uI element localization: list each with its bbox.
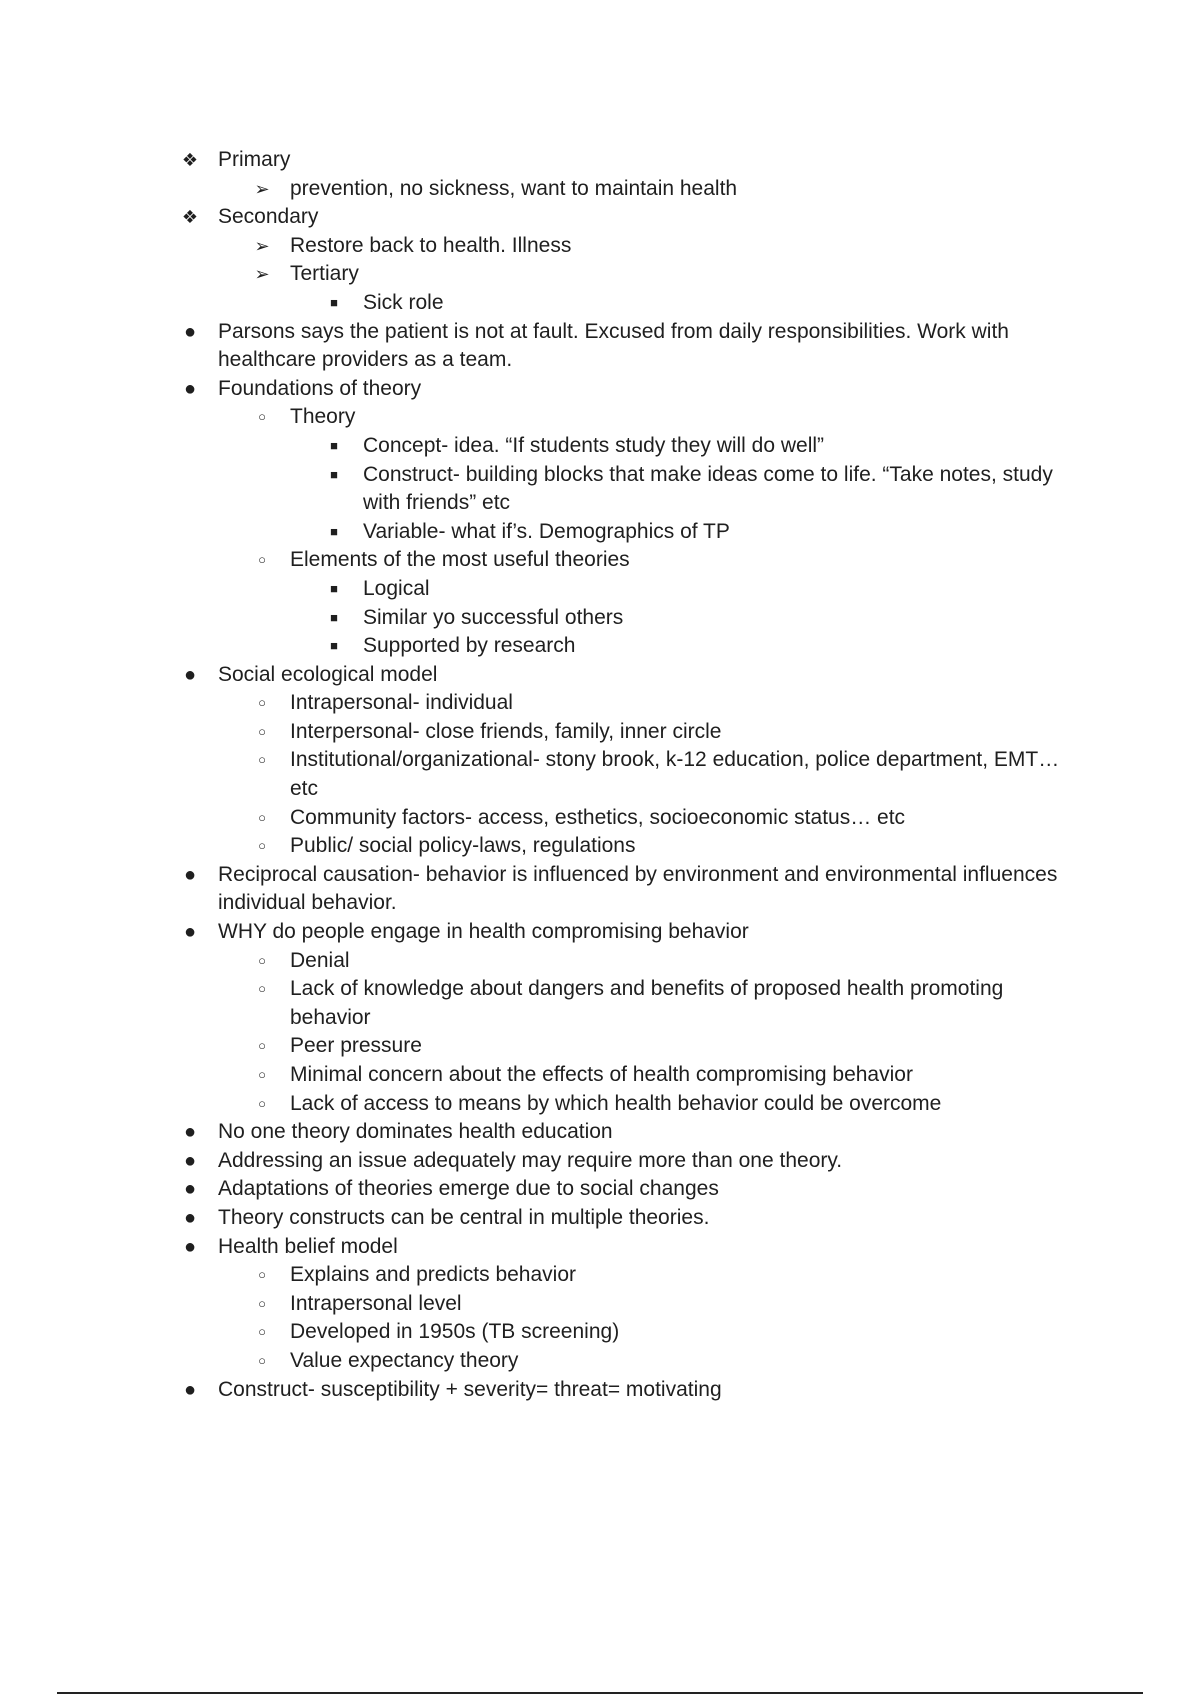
- list-item: [0, 1318, 1060, 1347]
- list-item: [0, 203, 1058, 232]
- list-item-text: Lack of knowledge about dangers and benefits of proposed health promoting behavior: [290, 977, 1004, 1029]
- list-item-text: Variable- what if’s. Demographics of TP: [363, 519, 730, 543]
- list-item: [0, 1261, 1060, 1290]
- square-bullet-icon: ■: [330, 609, 338, 625]
- list-item-text: Interpersonal- close friends, family, inner circle: [290, 719, 722, 743]
- list-item-text: Denial: [290, 948, 350, 972]
- circle-bullet-icon: ○: [258, 981, 266, 997]
- dot-bullet-icon: ●: [183, 377, 197, 400]
- list-item: [0, 232, 1060, 261]
- dot-bullet-icon: ●: [183, 1121, 197, 1144]
- diamond-bullet-icon: ❖: [181, 150, 199, 170]
- list-item-text: Addressing an issue adequately may require more than one theory.: [218, 1148, 843, 1172]
- arrow-bullet-icon: ➢: [254, 178, 270, 199]
- list-item-text: Intrapersonal- individual: [290, 691, 513, 715]
- circle-bullet-icon: ○: [258, 552, 266, 568]
- list-item: [0, 804, 1060, 833]
- circle-bullet-icon: ○: [258, 1352, 266, 1368]
- list-item: [0, 604, 1053, 633]
- list-item-text: Developed in 1950s (TB screening): [290, 1320, 620, 1344]
- circle-bullet-icon: ○: [258, 1038, 266, 1054]
- square-bullet-icon: ■: [330, 523, 338, 539]
- list-item: [0, 1147, 1058, 1176]
- list-item: [0, 832, 1060, 861]
- list-item: [0, 947, 1060, 976]
- list-item: [0, 575, 1053, 604]
- list-item-text: Construct- susceptibility + severity= threat= motivating: [218, 1377, 722, 1401]
- dot-bullet-icon: ●: [183, 1378, 197, 1401]
- list-item: [0, 461, 1053, 518]
- circle-bullet-icon: ○: [258, 1295, 266, 1311]
- list-item-text: Intrapersonal level: [290, 1291, 462, 1315]
- list-item: [0, 689, 1060, 718]
- circle-bullet-icon: ○: [258, 1095, 266, 1111]
- list-item: [0, 1090, 1060, 1119]
- list-item-text: Foundations of theory: [218, 376, 422, 400]
- circle-bullet-icon: ○: [258, 838, 266, 854]
- list-item: [0, 1032, 1060, 1061]
- list-item-text: Sick role: [363, 290, 444, 314]
- circle-bullet-icon: ○: [258, 1067, 266, 1082]
- list-item: [0, 146, 1058, 175]
- list-item-text: Secondary: [218, 205, 319, 229]
- square-bullet-icon: ■: [330, 638, 338, 654]
- list-item-text: Similar yo successful others: [363, 605, 624, 629]
- list-item-text: Concept- idea. “If students study they will do well”: [363, 433, 825, 457]
- list-item: [0, 1118, 1058, 1147]
- list-item: [0, 1204, 1058, 1233]
- circle-bullet-icon: ○: [258, 752, 266, 768]
- circle-bullet-icon: ○: [258, 723, 266, 739]
- list-item: [0, 718, 1060, 747]
- diamond-bullet-icon: ❖: [181, 207, 199, 228]
- circle-bullet-icon: ○: [258, 409, 266, 425]
- list-item: [0, 746, 1060, 803]
- list-item: [0, 1175, 1058, 1204]
- dot-bullet-icon: ●: [183, 921, 197, 944]
- list-item-text: Reciprocal causation- behavior is influenced by environment and environmental influences individual behavior.: [218, 862, 1058, 915]
- list-item: [0, 375, 1058, 404]
- circle-bullet-icon: ○: [258, 809, 266, 825]
- list-item-text: Theory: [290, 405, 356, 429]
- list-item-text: WHY do people engage in health compromising behavior: [218, 920, 749, 944]
- list-item-text: Construct- building blocks that make ideas come to life. “Take notes, study with friends” etc: [363, 462, 1053, 515]
- list-item-text: Health belief model: [218, 1234, 398, 1258]
- list-item-text: Tertiary: [290, 262, 359, 286]
- list-item: [0, 975, 1060, 1032]
- list-item: [0, 518, 1053, 547]
- dot-bullet-icon: ●: [183, 863, 197, 886]
- list-item: [0, 1290, 1060, 1319]
- list-item: [0, 318, 1058, 375]
- dot-bullet-icon: ●: [183, 1149, 197, 1172]
- list-item: [0, 546, 1060, 575]
- list-item-text: Theory constructs can be central in multiple theories.: [218, 1205, 710, 1229]
- list-item: [0, 861, 1058, 918]
- list-item: [0, 632, 1053, 661]
- list-item-text: No one theory dominates health education: [218, 1120, 613, 1144]
- list-item-text: Community factors- access, esthetics, socioeconomic status… etc: [290, 805, 906, 829]
- page-bottom-rule: [57, 1692, 1143, 1694]
- list-item-text: Minimal concern about the effects of health compromising behavior: [290, 1063, 913, 1086]
- dot-bullet-icon: ●: [183, 320, 197, 343]
- circle-bullet-icon: ○: [258, 1324, 266, 1340]
- list-item: [0, 403, 1060, 432]
- square-bullet-icon: ■: [330, 294, 338, 310]
- circle-bullet-icon: ○: [258, 952, 266, 968]
- list-item-text: Elements of the most useful theories: [290, 548, 630, 572]
- arrow-bullet-icon: ➢: [254, 235, 270, 256]
- dot-bullet-icon: ●: [183, 1178, 197, 1201]
- square-bullet-icon: ■: [330, 466, 338, 482]
- circle-bullet-icon: ○: [258, 695, 266, 711]
- dot-bullet-icon: ●: [183, 663, 197, 686]
- list-item: [0, 260, 1060, 289]
- list-item-text: prevention, no sickness, want to maintain health: [290, 176, 738, 200]
- arrow-bullet-icon: ➢: [254, 264, 270, 285]
- list-item-text: Lack of access to means by which health behavior could be overcome: [290, 1091, 942, 1115]
- list-item-text: Value expectancy theory: [290, 1348, 519, 1372]
- list-item-text: Restore back to health. Illness: [290, 233, 572, 257]
- list-item-text: Institutional/organizational- stony brook, k-12 education, police department, EMT… etc: [290, 748, 1060, 801]
- list-item-text: Explains and predicts behavior: [290, 1263, 577, 1287]
- list-item-text: Peer pressure: [290, 1034, 422, 1058]
- circle-bullet-icon: ○: [258, 1267, 266, 1283]
- square-bullet-icon: ■: [330, 580, 338, 596]
- dot-bullet-icon: ●: [183, 1235, 197, 1258]
- list-item-text: Parsons says the patient is not at fault. Excused from daily responsibilities. Work with healthcare providers as a team.: [218, 319, 1009, 372]
- list-item: [0, 432, 1053, 461]
- list-item-text: Logical: [363, 576, 430, 600]
- list-item: [0, 1233, 1058, 1262]
- list-item-text: Social ecological model: [218, 662, 438, 686]
- notes-document: [0, 146, 1200, 1404]
- list-item-text: Adaptations of theories emerge due to social changes: [218, 1177, 719, 1201]
- list-item: [0, 918, 1058, 947]
- square-bullet-icon: ■: [330, 437, 338, 453]
- list-item-text: Public/ social policy-laws, regulations: [290, 834, 636, 858]
- list-item: [0, 661, 1058, 690]
- list-item: [0, 175, 1060, 204]
- dot-bullet-icon: ●: [183, 1206, 197, 1229]
- list-item: [0, 1061, 1060, 1090]
- list-item-text: Supported by research: [363, 634, 576, 658]
- list-item: [0, 289, 1053, 318]
- list-item: [0, 1347, 1060, 1376]
- list-item-text: Primary: [218, 148, 291, 171]
- list-item: [0, 1376, 1058, 1405]
